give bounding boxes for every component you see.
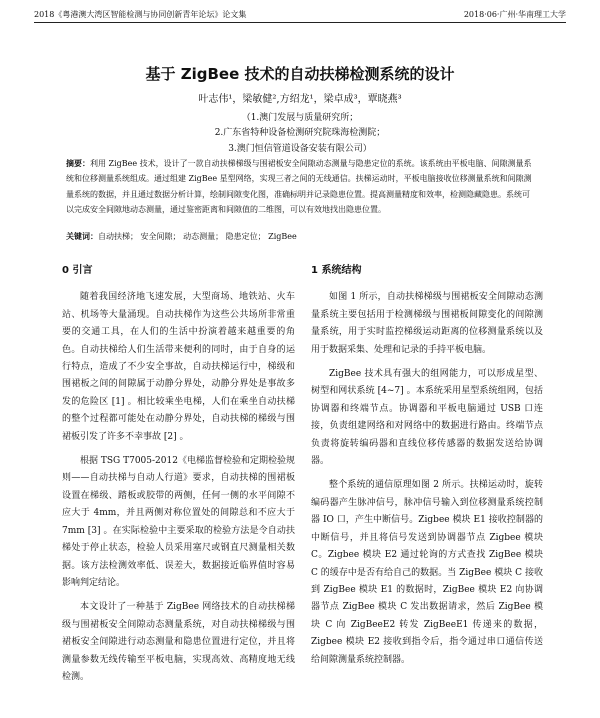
header-proceedings-title: 2018《粤港澳大湾区智能检测与协同创新青年论坛》论文集 bbox=[34, 10, 247, 19]
body-paragraph: 如图 1 所示，自动扶梯梯级与围裙板安全间隙动态测量系统主要包括用于检测梯级与围裙板间隙变化的间隙测量系统，用于实时监控梯级运动距离的位移测量系统以及用于数据采集、处理和记录的手持平板电脑。 bbox=[311, 292, 543, 355]
running-header bbox=[34, 9, 566, 23]
affiliation-2: 2.广东省特种设备检测研究院珠海检测院； bbox=[214, 128, 386, 138]
keywords-text: 自动扶梯； 安全间隙； 动态测量； 隐患定位； ZigBee bbox=[98, 232, 297, 241]
body-paragraph: 随着我国经济地飞速发展，大型商场、地铁站、火车站、机场等大量涌现。自动扶梯作为这些公共场所非常重要的交通工具，在人们的生活中扮演着越来越重要的角色。自动扶梯给人们生活带来便利的同时，由于自身的运行特点，造成了不少安全事故，自动扶梯运行中，梯级和围裙板之间的间隙属于动静分界处，动静分界处是事故多发的危险区 [1] 。相比较乘坐电梯，人们在乘坐自动扶梯的整个过程都可能处在动静分界处，自动扶梯的梯级与围裙板引发了许多不幸事故 [2] 。 bbox=[62, 292, 295, 442]
header-venue-date: 2018·06·广州·华南理工大学 bbox=[463, 10, 566, 19]
body-paragraph: ZigBee 技术具有强大的组网能力，可以形成星型、树型和网状系统 [4~7] 。本系统采用星型系统组网，包括协调器和终端节点。协调器和平板电脑通过 USB 口连接，负责组建网络和对网络中的数据进行路由。终端节点负责将旋转编码器和直线位移传感器的数据发送给协调器。 bbox=[311, 369, 543, 467]
keywords bbox=[66, 231, 536, 242]
body-paragraph: 根据 TSG T7005-2012《电梯监督检验和定期检验规则——自动扶梯与自动人行道》要求，自动扶梯的围裙板设置在梯级、踏板或胶带的两侧，任何一侧的水平间隙不应大于 4mm，并且两侧对称位置处的间隙总和不应大于 7mm [3] 。在实际检验中主要采取的检验方法是令自动扶梯处于停止状态，检验人员采用塞尺或钢直尺测量相关数据。该方法检测效率低、误差大，数据接近临界值时容易影响判定结论。 bbox=[62, 456, 295, 588]
section-heading-introduction: 0 引言 bbox=[62, 265, 93, 276]
body-paragraph: 本文设计了一种基于 ZigBee 网络技术的自动扶梯梯级与围裙板安全间隙动态测量系统，对自动扶梯梯级与围裙板安全间隙进行动态测量和隐患位置进行定位，并且将测量参数无线传输至平板电脑，实现高效、高精度地无线检测。 bbox=[62, 602, 295, 682]
author-list: 叶志伟¹，梁敏健²,方绍龙¹，梁卓成³，覃晓燕³ bbox=[198, 94, 402, 105]
abstract-label: 摘要： bbox=[66, 158, 90, 168]
paper-title: 基于 ZigBee 技术的自动扶梯检测系统的设计 bbox=[145, 65, 455, 83]
section-heading-system-structure: 1 系统结构 bbox=[311, 265, 362, 276]
affiliation-1: （1.澳门发展与质量研究所； bbox=[241, 113, 359, 123]
body-paragraph: 整个系统的通信原理如图 2 所示。扶梯运动时，旋转编码器产生脉冲信号，脉冲信号输入到位移测量系统控制器 IO 口，产生中断信号。Zigbee 模块 E1 接收控制器的中断信号，并且将信号发送到协调器节点 Zigbee 模块 C。Zigbee 模块 E2 通过轮询的方式查找 ZigBee 模块 C 的缓存中是否有给自己的数据。当 ZigBee 模块 C 接收到 ZigBee 模块 E1 的数据时，ZigBee 模块 E2 向协调器节点 ZigBee 模块 C 发出数据请求，然后 ZigBee 模块 C 向 ZigBeeE2 转发 ZigBeeE1 传递来的数据，Zigbee 模块 E2 接收到指令后，指令通过串口通信传送给间隙测量系统控制器。 bbox=[311, 480, 543, 665]
keywords-label: 关键词： bbox=[66, 231, 98, 241]
abstract bbox=[66, 156, 536, 218]
abstract-text: 利用 ZigBee 技术，设计了一款自动扶梯梯级与围裙板安全间隙动态测量与隐患定位的系统。该系统由平板电脑、间隙测量系统和位移测量系统组成。通过组建 ZigBee 星型网络，实现三者之间的无线通信。扶梯运动时，平板电脑接收位移测量系统和间隙测量系统的数据，并且通过数据分析计算，绘制间隙变化图，准确标明并记录隐患位置。提高测量精度和效率，检测隐藏隐患。系统可以完成安全间隙地动态测量，通过鉴密距离和间隙值的二维图，可以有效地找出隐患位置。 bbox=[66, 159, 532, 215]
right-column bbox=[311, 262, 543, 669]
affiliation-3: 3.澳门恒信管道设备安装有限公司） bbox=[228, 144, 372, 154]
left-column bbox=[62, 262, 295, 686]
